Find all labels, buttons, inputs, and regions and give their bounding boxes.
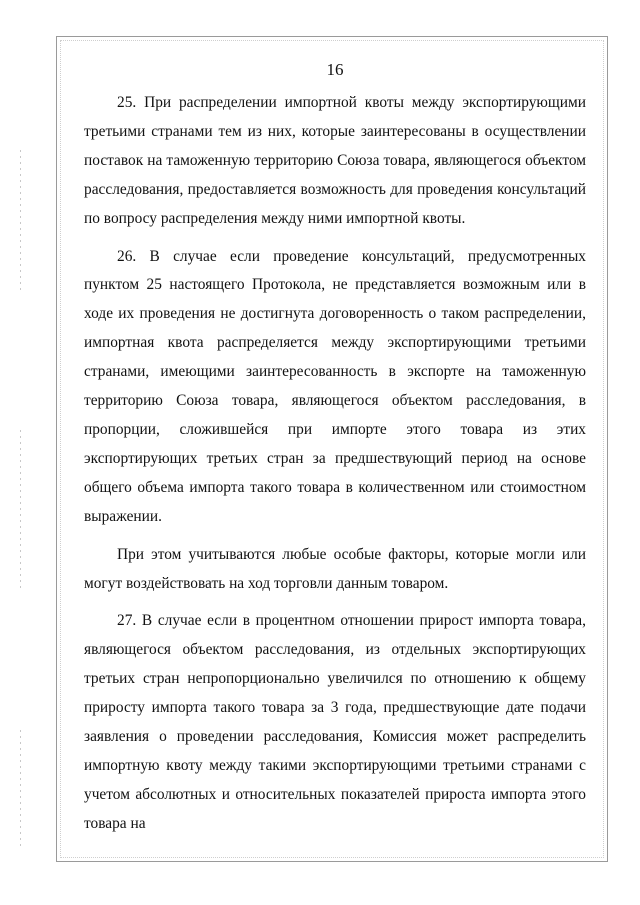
paragraph-27: 27. В случае если в процентном отношении прирост импорта товара, являющегося объектом расследования, из отдельных экспортирующих третьих стран непропорционально увеличился по отношению к общему приросту импорта такого товара за 3 года, предшествующие дате подачи заявления о проведении расследования, Комиссия может распределить импортную квоту между такими экспортирующими третьими странами с учетом абсолютных и относительных показателей прироста импорта этого товара на: [84, 612, 586, 832]
scan-edge-mark: [20, 730, 21, 850]
page-number: 16: [326, 60, 344, 79]
scan-edge-mark: [20, 430, 21, 590]
paragraph-26-note: При этом учитываются любые особые факторы, которые могли или могут воздействовать на ход торговли данным товаром.: [84, 545, 586, 592]
document-body: [84, 58, 586, 839]
scan-edge-mark: [20, 150, 21, 290]
paragraph-25: 25. При распределении импортной квоты между экспортирующими третьими странами тем из них, которые заинтересованы в осуществлении поставок на таможенную территорию Союза товара, являющегося объектом расследования, предоставляется возможность для проведения консультаций по вопросу распределения между ними импортной квоты.: [84, 94, 586, 227]
paragraph-26: 26. В случае если проведение консультаций, предусмотренных пунктом 25 настоящего Протокола, не представляется возможным или в ходе их проведения не достигнута договоренность о таком распределении, импортная квота распределяется между экспортирующими третьими странами, имеющими заинтересованность в экспорте на таможенную территорию Союза товара, являющегося объектом расследования, в пропорции, сложившейся при импорте этого товара из этих экспортирующих третьих стран за предшествующий период на основе общего объема импорта такого товара в количественном или стоимостном выражении.: [84, 247, 586, 525]
